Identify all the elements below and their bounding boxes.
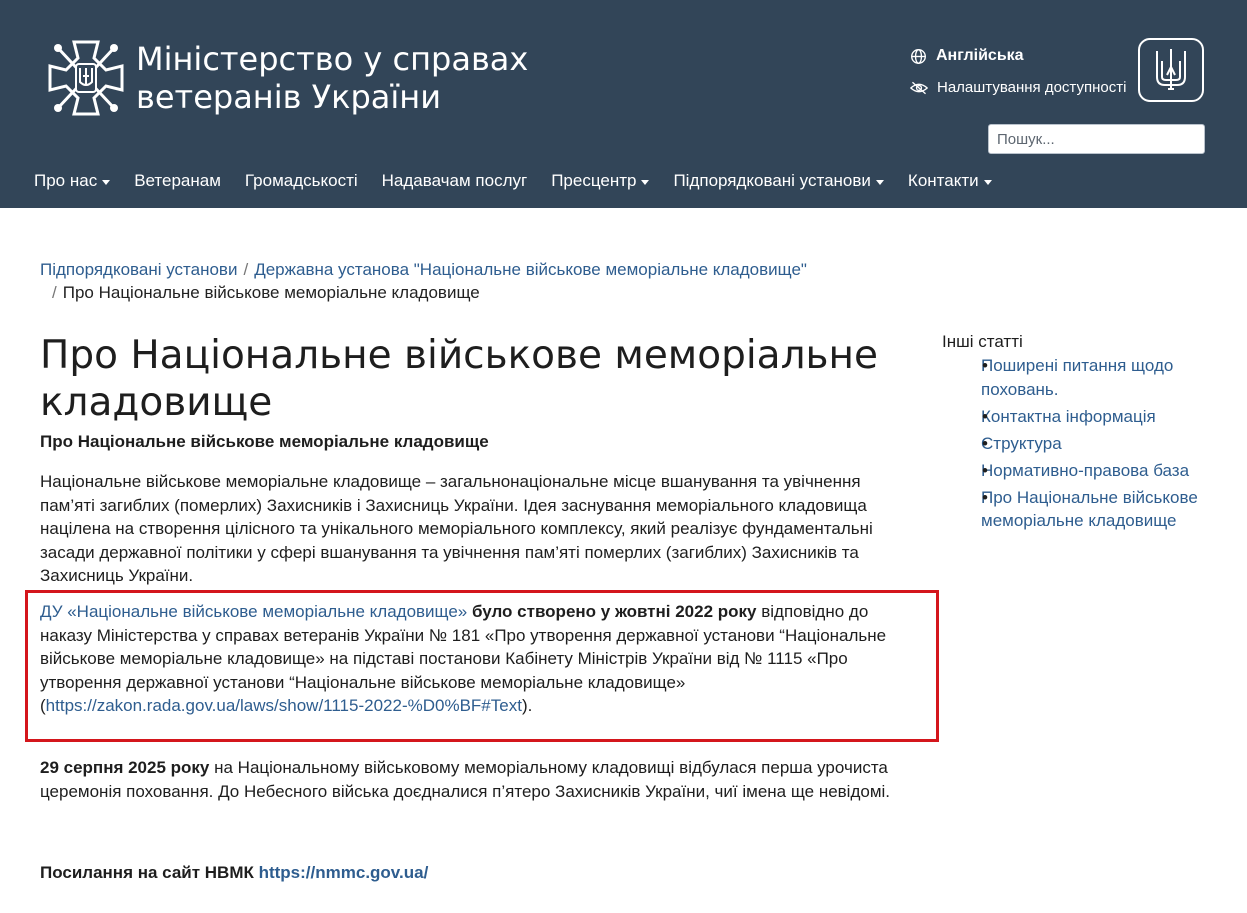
nav-item-label: Про нас <box>34 171 98 190</box>
accessibility-settings-label: Налаштування доступності <box>937 79 1127 96</box>
breadcrumb-separator: / <box>243 260 249 279</box>
breadcrumb-link-subordinate[interactable]: Підпорядковані установи <box>40 260 238 279</box>
article-link-about-cemetery[interactable]: Про Національне військове меморіальне кладовище <box>981 487 1198 530</box>
caret-down-icon <box>876 180 884 185</box>
language-switch-label: Англійська <box>936 47 1024 64</box>
nav-item-service-providers[interactable] <box>370 164 540 198</box>
institution-link[interactable]: ДУ «Національне військове меморіальне кладовище» <box>40 602 468 621</box>
ministry-emblem-icon[interactable] <box>46 38 126 118</box>
founding-end-text: ). <box>521 696 533 715</box>
article-paragraph-founding <box>40 600 920 718</box>
breadcrumb-separator: / <box>52 283 57 302</box>
eye-slash-icon <box>910 80 928 96</box>
nav-item-subordinate-institutions[interactable] <box>661 164 895 198</box>
nav-item-veterans[interactable] <box>122 164 233 198</box>
nav-item-label: Підпорядковані установи <box>673 171 871 190</box>
article-link-contacts[interactable]: Контактна інформація <box>981 406 1156 426</box>
nav-item-label: Надавачам послуг <box>381 171 528 190</box>
breadcrumb-link-institution[interactable]: Державна установа "Національне військове меморіальне кладовище" <box>254 260 807 279</box>
nmmc-site-link[interactable]: https://nmmc.gov.ua/ <box>258 863 429 882</box>
nav-item-contacts[interactable] <box>896 164 1004 198</box>
site-title[interactable]: Міністерство у справах ветеранів України <box>136 40 529 116</box>
caret-down-icon <box>102 180 110 185</box>
article-link-legal-base[interactable]: Нормативно-правова база <box>981 460 1190 480</box>
list-item <box>942 405 1232 429</box>
zakon-rada-link[interactable]: https://zakon.rada.gov.ua/laws/show/1115-2022-%D0%BF#Text <box>45 696 522 715</box>
article-link-structure[interactable]: Структура <box>981 433 1062 453</box>
founding-body-text: відповідно до наказу Міністерства у справах ветеранів України № 181 «Про утворення державної установи “Національне військове меморіальне кладовище» на підставі постанови Кабінету Міністрів України від № 1115 «Про утворення державної установи “Національне військове меморіальне кладовище» ( <box>40 602 887 715</box>
ceremony-date-text: 29 серпня 2025 року <box>40 758 210 777</box>
nav-item-about[interactable] <box>22 164 122 198</box>
caret-down-icon <box>984 180 992 185</box>
list-item <box>942 354 1232 401</box>
article-subtitle: Про Національне військове меморіальне кладовище <box>40 432 489 451</box>
globe-icon <box>910 48 927 65</box>
nav-item-label: Пресцентр <box>551 171 637 190</box>
breadcrumb <box>40 258 920 304</box>
nav-item-press-center[interactable] <box>539 164 661 198</box>
list-item <box>942 459 1232 483</box>
other-articles-sidebar <box>942 332 1232 536</box>
nav-item-label: Громадськості <box>244 171 358 190</box>
article-link-faq[interactable]: Поширені питання щодо поховань. <box>981 356 1174 399</box>
nav-item-label: Ветеранам <box>134 171 221 190</box>
main-nav <box>22 164 1004 198</box>
ceremony-body-text: на Національному військовому меморіальному кладовищі відбулася перша урочиста церемонія поховання. До Небесного війська доєдналися п’ятеро Захисників України, чиї імена ще невідомі. <box>40 758 891 801</box>
nav-item-label: Контакти <box>907 171 979 190</box>
coat-of-arms-link[interactable] <box>1138 38 1204 102</box>
page-title: Про Національне військове меморіальне кладовище <box>40 333 878 425</box>
caret-down-icon <box>641 180 649 185</box>
other-articles-list <box>942 354 1232 533</box>
article-paragraph-site-link <box>40 863 428 883</box>
nav-item-public[interactable] <box>233 164 370 198</box>
site-header <box>0 0 1247 208</box>
trident-icon <box>1155 47 1187 93</box>
article-paragraph-ceremony <box>40 756 920 803</box>
breadcrumb-current: Про Національне військове меморіальне кладовище <box>62 283 480 302</box>
language-switch-link[interactable] <box>910 47 1024 65</box>
article-paragraph-intro: Національне військове меморіальне кладовище – загальнонаціональне місце вшанування та увічнення пам’яті загиблих (померлих) Захисників і Захисниць України. Ідея заснування меморіального кладовища націлена на створення цілісного та унікального меморіального комплексу, який реалізує фундаментальні засади державної політики у сфері вшанування та увічнення пам’яті померлих (загиблих) Захисників та Захисниць України. <box>40 472 873 585</box>
list-item <box>942 432 1232 456</box>
site-link-label: Посилання на сайт НВМК <box>40 863 259 882</box>
accessibility-settings-link[interactable] <box>910 79 1126 96</box>
list-item <box>942 486 1232 533</box>
founding-date-text: було створено у жовтні 2022 року <box>467 602 757 621</box>
search-input[interactable] <box>988 124 1205 154</box>
sidebar-title: Інші статті <box>942 332 1023 351</box>
